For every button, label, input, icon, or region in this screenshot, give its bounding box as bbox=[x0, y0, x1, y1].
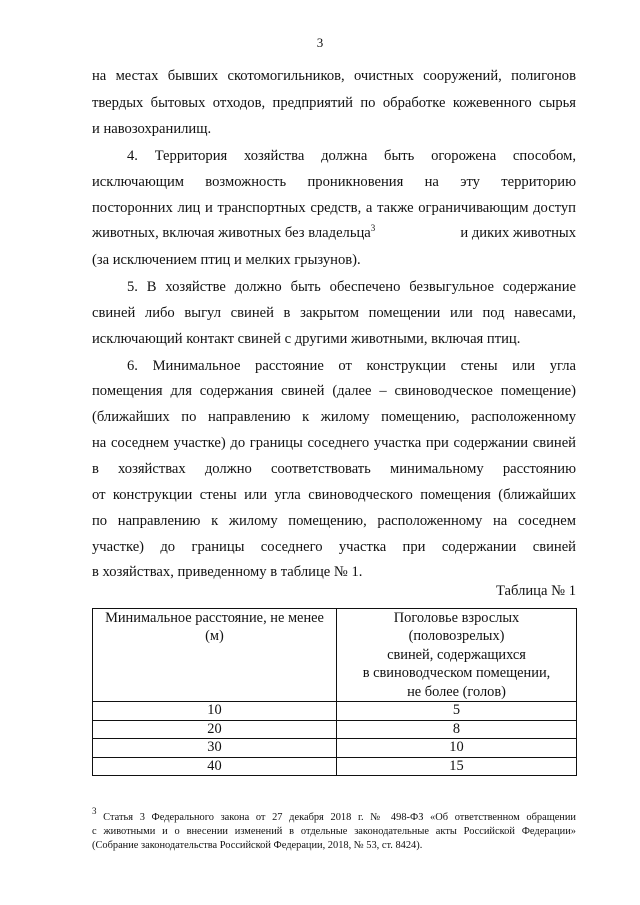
text-line: участке) до границы соседнего участка при содержании свиней bbox=[92, 539, 576, 555]
table-caption: Таблица № 1 bbox=[496, 583, 576, 599]
footnote-line: с животными и о внесении изменений в отдельные законодательные акты Российской Федерации» bbox=[92, 826, 576, 837]
header-text: в свиноводческом помещении, bbox=[362, 665, 551, 682]
footnote-text: Статья 3 Федерального закона от 27 декабря 2018 г. № 498-ФЗ «Об ответственном обращении bbox=[103, 812, 576, 823]
text-line: в хозяйствах, приведенному в таблице № 1. bbox=[92, 564, 363, 580]
table-row bbox=[93, 739, 577, 758]
distance-cell: 20 bbox=[93, 720, 337, 739]
text-line: исключающий контакт свиней с другими животными, включая птиц. bbox=[92, 331, 521, 347]
text-line: на местах бывших скотомогильников, очистных сооружений, полигонов bbox=[92, 68, 576, 84]
heads-cell: 15 bbox=[337, 757, 577, 776]
text-fragment: и диких животных bbox=[460, 225, 576, 241]
paragraph-4-start: 4. Территория хозяйства должна быть огорожена способом, bbox=[127, 148, 576, 164]
text-line: твердых бытовых отходов, предприятий по обработке кожевенного сырья bbox=[92, 95, 576, 111]
heads-cell: 10 bbox=[337, 739, 577, 758]
footnote-line: (Собрание законодательства Российской Федерации, 2018, № 53, ст. 8424). bbox=[92, 840, 423, 851]
text-line: исключающим возможность проникновения на эту территорию bbox=[92, 174, 576, 190]
distance-table bbox=[92, 608, 577, 776]
page-number: 3 bbox=[316, 35, 324, 50]
table-row bbox=[93, 720, 577, 739]
text-line: (за исключением птиц и мелких грызунов). bbox=[92, 252, 361, 268]
header-text: (половозрелых) bbox=[408, 628, 505, 645]
header-text: Минимальное расстояние, не менее bbox=[105, 610, 324, 626]
table-header-row bbox=[93, 609, 577, 702]
heads-cell: 8 bbox=[337, 720, 577, 739]
header-text: свиней, содержащихся bbox=[387, 646, 526, 663]
text-line: по направлению к жилому помещению, расположенному на соседнем bbox=[92, 513, 576, 529]
header-cell-heads bbox=[337, 609, 577, 702]
footnote-marker: 3 bbox=[92, 806, 97, 816]
distance-cell: 30 bbox=[93, 739, 337, 758]
text-line: на соседнем участке) до границы соседнего участка при содержании свиней bbox=[92, 435, 576, 451]
paragraph-5-start: 5. В хозяйстве должно быть обеспечено безвыгульное содержание bbox=[127, 279, 576, 295]
footnote-line bbox=[92, 806, 576, 825]
text-line: посторонних лиц и транспортных средств, а также ограничивающим доступ bbox=[92, 200, 576, 216]
table-row bbox=[93, 702, 577, 721]
header-text: не более (голов) bbox=[407, 683, 506, 700]
text-line-with-footnote bbox=[92, 224, 576, 242]
footnote-marker: 3 bbox=[370, 223, 376, 233]
text-line: свиней либо выгул свиней в закрытом помещении или под навесами, bbox=[92, 305, 576, 321]
text-line: (ближайших по направлению к жилому помещению, расположенному bbox=[92, 409, 576, 425]
text-line: и навозохранилищ. bbox=[92, 121, 212, 137]
heads-cell: 5 bbox=[337, 702, 577, 721]
text-line: в хозяйствах должно соответствовать минимальному расстоянию bbox=[92, 461, 576, 477]
distance-cell: 10 bbox=[93, 702, 337, 721]
text-fragment: животных, включая животных без владельца bbox=[92, 225, 371, 241]
table-row bbox=[93, 757, 577, 776]
distance-cell: 40 bbox=[93, 757, 337, 776]
header-cell-distance bbox=[93, 609, 337, 702]
paragraph-6-start: 6. Минимальное расстояние от конструкции стены или угла bbox=[127, 358, 576, 374]
header-text: (м) bbox=[205, 628, 224, 645]
text-line: от конструкции стены или угла свиноводческого помещения (ближайших bbox=[92, 487, 576, 503]
text-line: помещения для содержания свиней (далее – свиноводческое помещение) bbox=[92, 383, 576, 399]
header-text: Поголовье взрослых bbox=[393, 610, 520, 626]
